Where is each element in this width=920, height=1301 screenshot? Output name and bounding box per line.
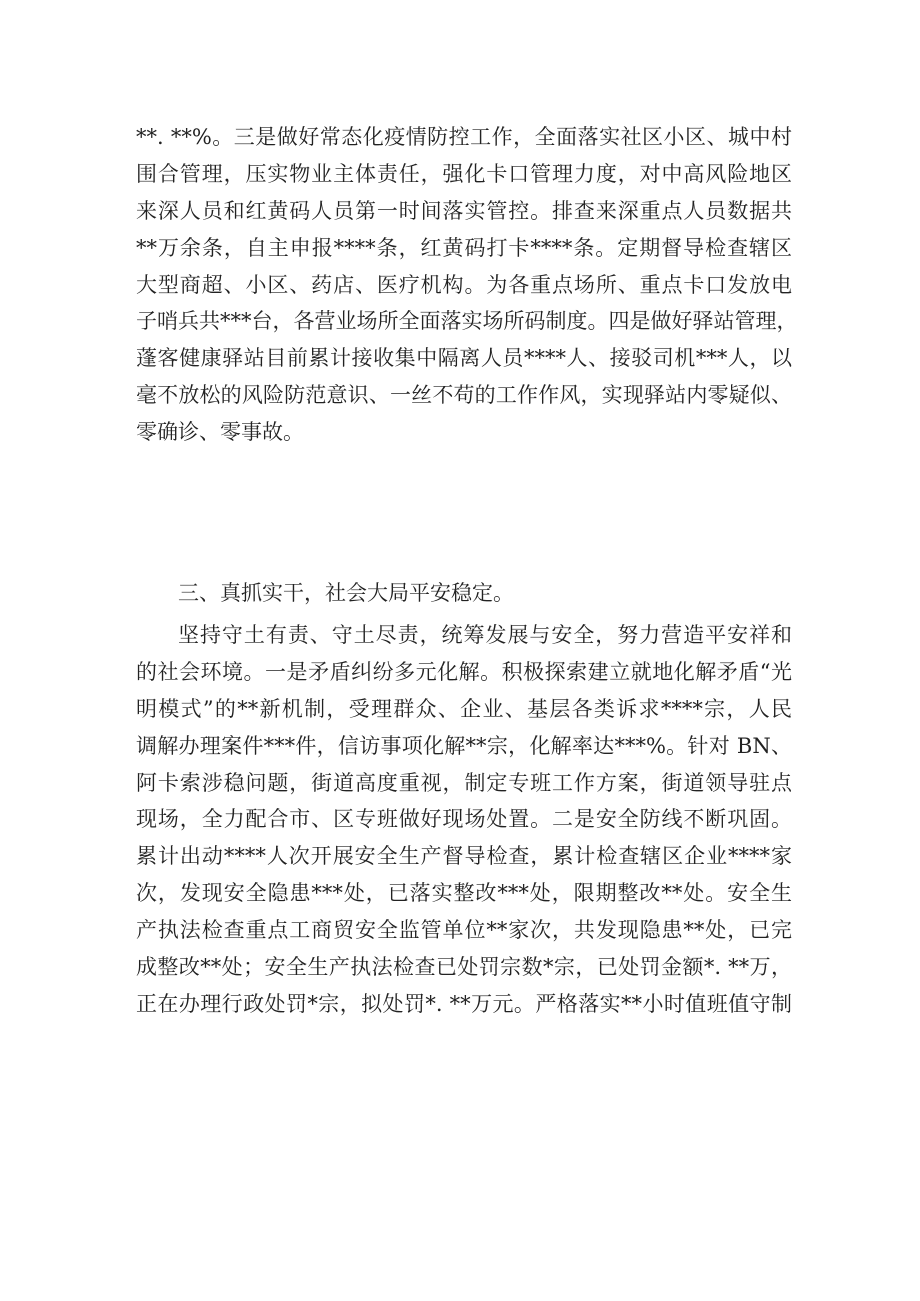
text-line: 次，发现安全隐患***处，已落实整改***处，限期整改**处。安全生 xyxy=(136,881,792,906)
text-line: 的社会环境。一是矛盾纠纷多元化解。积极探索建立就地化解矛盾“光 xyxy=(136,659,792,684)
text-line: 现场，全力配合市、区专班做好现场处置。二是安全防线不断巩固。 xyxy=(136,807,792,832)
text-line: 累计出动****人次开展安全生产督导检查，累计检查辖区企业****家 xyxy=(136,844,792,869)
text-line: 产执法检查重点工商贸安全监管单位**家次，共发现隐患**处，已完 xyxy=(136,918,792,943)
text-line: 蓬客健康驿站目前累计接收集中隔离人员****人、接驳司机***人，以 xyxy=(136,346,792,371)
text-line: 来深人员和红黄码人员第一时间落实管控。排查来深重点人员数据共 xyxy=(136,198,792,223)
text-line: 围合管理，压实物业主体责任，强化卡口管理力度，对中高风险地区 xyxy=(136,161,792,186)
section-heading-block xyxy=(136,575,792,612)
text-line: 子哨兵共***台，各营业场所全面落实场所码制度。四是做好驿站管理， xyxy=(136,309,798,334)
paragraph-social-stability xyxy=(136,617,792,1023)
text-line: 成整改**处；安全生产执法检查已处罚宗数*宗，已处罚金额*. **万， xyxy=(136,955,792,980)
text-line: 大型商超、小区、药店、医疗机构。为各重点场所、重点卡口发放电 xyxy=(136,272,792,297)
paragraph-epidemic-prevention xyxy=(136,119,798,451)
text-line: 明模式”的**新机制，受理群众、企业、基层各类诉求****宗，人民 xyxy=(136,696,792,721)
text-line: 阿卡索涉稳问题，街道高度重视，制定专班工作方案，街道领导驻点 xyxy=(136,770,792,795)
text-line: 毫不放松的风险防范意识、一丝不苟的工作作风，实现驿站内零疑似、 xyxy=(136,383,792,408)
text-line: **万余条，自主申报****条，红黄码打卡****条。定期督导检查辖区 xyxy=(136,235,792,260)
text-line: 调解办理案件***件，信访事项化解**宗，化解率达***%。针对 BN、 xyxy=(136,733,792,758)
text-line: **. **%。三是做好常态化疫情防控工作，全面落实社区小区、城中村 xyxy=(136,125,792,149)
text-line: 坚持守土有责、守土尽责，统筹发展与安全，努力营造平安祥和 xyxy=(178,623,792,647)
section-heading: 三、真抓实干，社会大局平安稳定。 xyxy=(178,581,514,605)
text-line: 正在办理行政处罚*宗，拟处罚*. **万元。严格落实**小时值班值守制 xyxy=(136,991,792,1016)
text-line: 零确诊、零事故。 xyxy=(136,420,304,445)
